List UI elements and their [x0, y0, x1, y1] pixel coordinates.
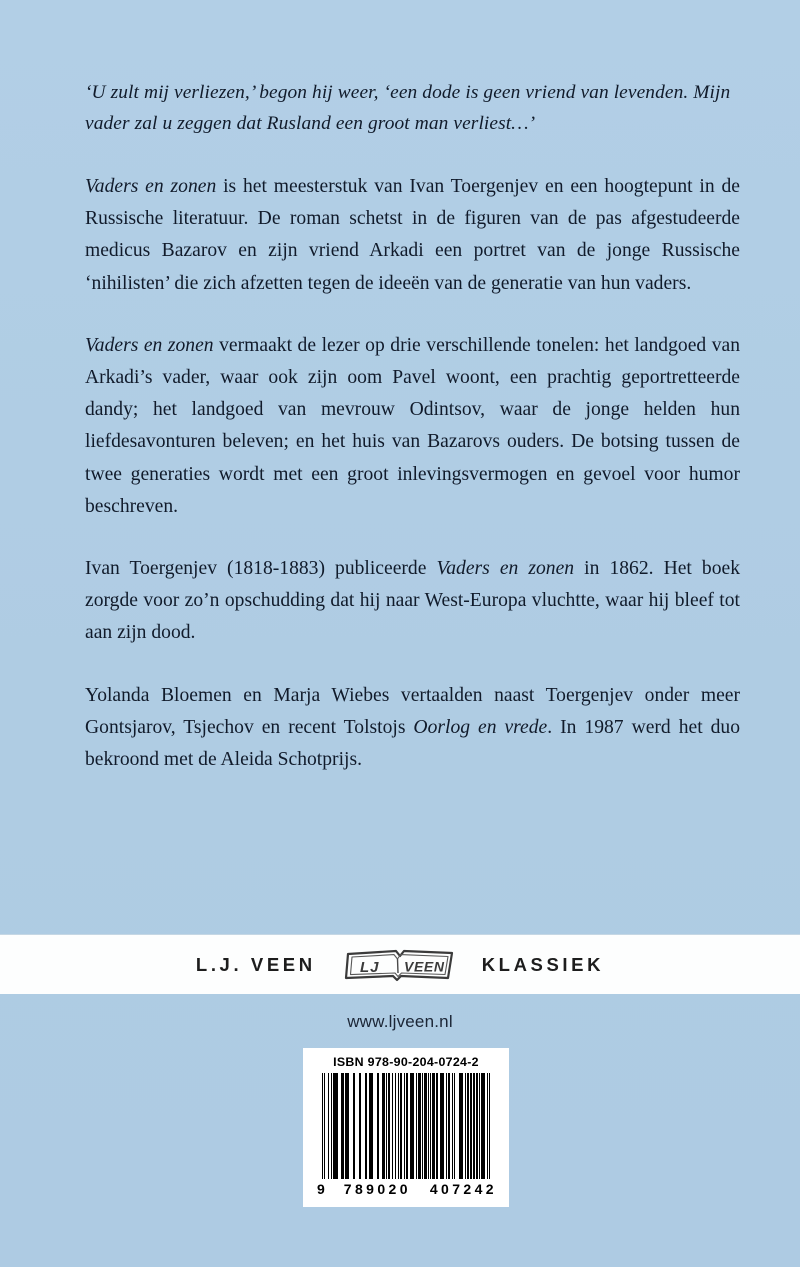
- isbn-label: ISBN: [333, 1055, 364, 1069]
- publisher-website[interactable]: www.ljveen.nl: [347, 1012, 453, 1031]
- blurb-paragraph-3: [85, 553, 740, 650]
- barcode-digits-left: 789020: [343, 1181, 411, 1197]
- publisher-name-left: L.J. VEEN: [195, 953, 316, 975]
- publisher-imprint-klassiek: KLASSIEK: [481, 953, 605, 975]
- svg-text:VEEN: VEEN: [403, 958, 445, 974]
- book-title-italic-2: Vaders en zonen: [85, 334, 214, 356]
- isbn-barcode: [303, 1048, 509, 1207]
- book-title-italic-3: Vaders en zonen: [436, 558, 575, 580]
- blurb-paragraph-4-before: Yolanda Bloemen en Marja Wiebes vertaalden naast Toergenjev onder meer Gontsjarov, Tsjechov en recent Tolstojs: [85, 684, 740, 738]
- blurb-paragraph-1-text: is het meesterstuk van Ivan Toergenjev en een hoogtepunt in de Russische literatuur. De roman schetst in de figuren van de pas afgestudeerde medicus Bazarov en zijn vriend Arkadi een portret van de jonge Russische ‘nihilisten’ die zich afzetten tegen de ideeën van de generatie van hun vaders.: [85, 176, 740, 294]
- lj-veen-book-logo: [344, 947, 456, 983]
- barcode-digits-right: 407242: [429, 1181, 497, 1197]
- epigraph-quote: ‘U zult mij verliezen,’ begon hij weer, ‘een dode is geen vriend van levenden. Mijn vader zal u zeggen dat Rusland een groot man verliest…’: [85, 82, 731, 134]
- blurb-paragraph-3-after: in 1862. Het boek zorgde voor zo’n opschudding dat hij naar West-Europa vluchtte, waar hij bleef tot aan zijn dood.: [85, 558, 740, 644]
- isbn-text: [333, 1055, 479, 1069]
- translated-work-title-italic: Oorlog en vrede: [413, 716, 548, 738]
- blurb-paragraph-4-after: . In 1987 werd het duo bekroond met de Aleida Schotprijs.: [85, 716, 740, 771]
- blurb-paragraph-2-text: vermaakt de lezer op drie verschillende tonelen: het landgoed van Arkadi’s vader, waar ook zijn oom Pavel woont, een prachtig geportretteerde dandy; het landgoed van mevrouw Odintsov, waar de jonge helden hun liefdesavonturen beleven; en het huis van Bazarovs ouders. De botsing tussen de twee generaties wordt met een groot inlevingsvermogen en gevoel voor humor beschreven.: [85, 334, 741, 517]
- svg-text:LJ: LJ: [359, 958, 380, 976]
- blurb-paragraph-3-before: Ivan Toergenjev (1818-1883) publiceerde: [85, 558, 437, 580]
- barcode-bars: [322, 1073, 490, 1179]
- publisher-band: [0, 934, 800, 994]
- blurb-paragraph-2: [85, 330, 740, 523]
- blurb-paragraph-4: [85, 680, 740, 777]
- barcode-digits: [315, 1181, 497, 1197]
- blurb-paragraph-1: [85, 171, 740, 300]
- isbn-number: 978-90-204-0724-2: [367, 1055, 479, 1069]
- barcode-digit-lead: 9: [317, 1181, 325, 1197]
- book-title-italic-1: Vaders en zonen: [85, 176, 217, 197]
